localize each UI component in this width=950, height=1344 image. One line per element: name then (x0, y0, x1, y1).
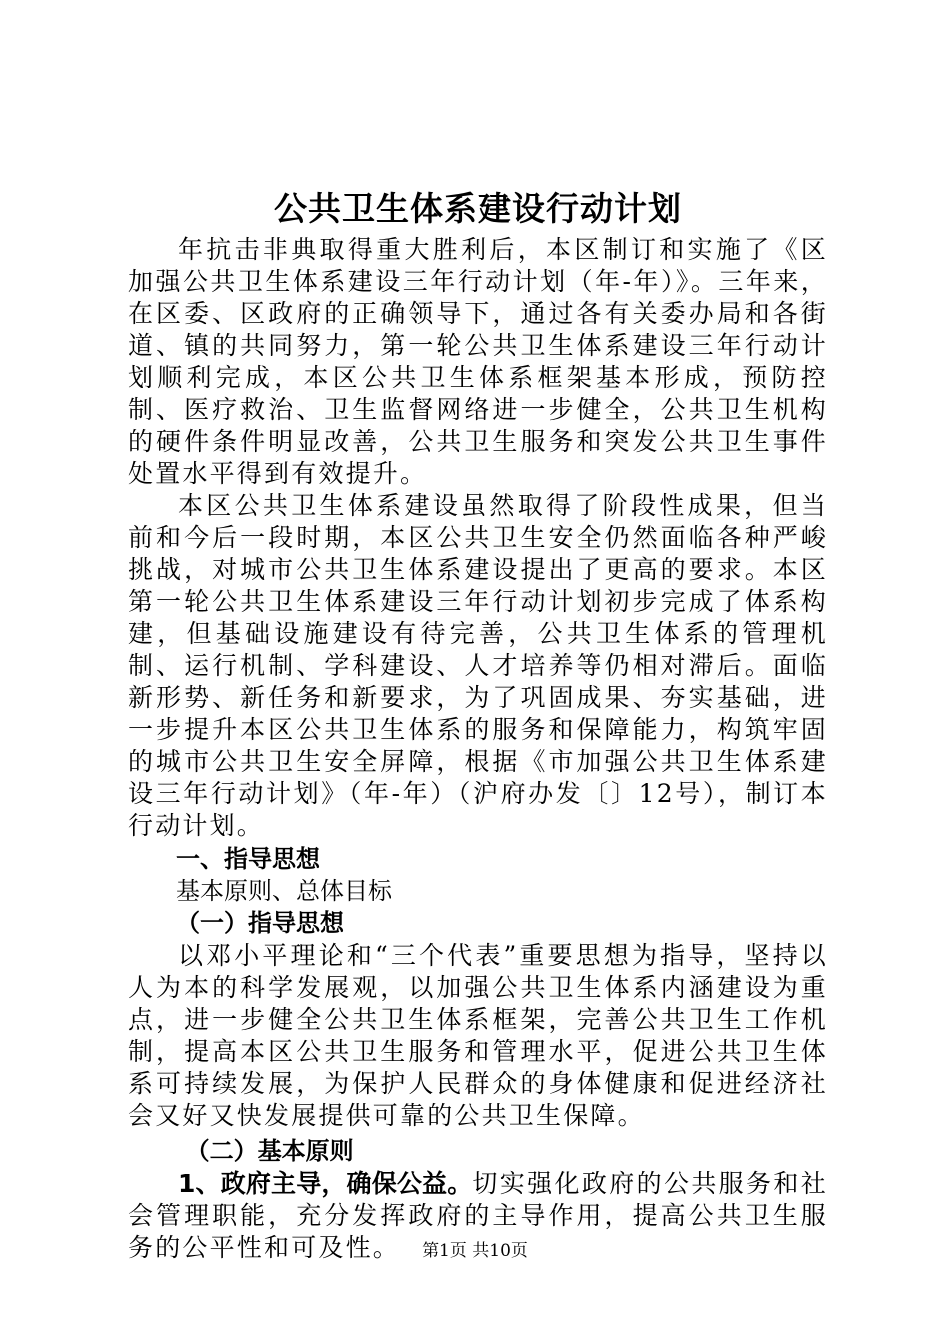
paragraph-guiding-ideology: 以邓小平理论和“三个代表”重要思想为指导，坚持以人为本的科学发展观，以加强公共卫生体系内涵建设为重点，进一步健全公共卫生体系框架，完善公共卫生工作机制，提高本区公共卫生服务和管理水平，促进公共卫生体系可持续发展，为保护人民群众的身体健康和促进经济社会又好又快发展提供可靠的公共卫生保障。 (128, 941, 828, 1130)
principle-1-text: 切实强化政府的公共服务和社会管理职能，充分发挥政府的主导作用，提高公共卫生服务的公平性和可及性。 (128, 1169, 828, 1262)
paragraph-intro: 年抗击非典取得重大胜利后，本区制订和实施了《区加强公共卫生体系建设三年行动计划（年-年）》。三年来，在区委、区政府的正确领导下，通过各有关委办局和各街道、镇的共同努力，第一轮公共卫生体系建设三年行动计划顺利完成，本区公共卫生体系框架基本形成，预防控制、医疗救治、卫生监督网络进一步健全，公共卫生机构的硬件条件明显改善，公共卫生服务和突发公共卫生事件处置水平得到有效提升。 (128, 235, 828, 488)
section-subheading-principles-goals: 基本原则、总体目标 (176, 877, 392, 905)
subsection-heading-basic-principles: （二）基本原则 (185, 1137, 354, 1165)
paragraph-background: 本区公共卫生体系建设虽然取得了阶段性成果，但当前和今后一段时期，本区公共卫生安全仍然面临各种严峻挑战，对城市公共卫生体系建设提出了更高的要求。本区第一轮公共卫生体系建设三年行动计划初步完成了体系构建，但基础设施建设有待完善，公共卫生体系的管理机制、运行机制、学科建设、人才培养等仍相对滞后。面临新形势、新任务和新要求，为了巩固成果、夯实基础，进一步提升本区公共卫生体系的服务和保障能力，构筑牢固的城市公共卫生安全屏障，根据《市加强公共卫生体系建设三年行动计划》（年-年）（沪府办发〔〕12号），制订本行动计划。 (128, 491, 828, 840)
subsection-heading-guiding-ideology: （一）指导思想 (176, 909, 344, 937)
principle-1-lead: 1、政府主导，确保公益。 (178, 1169, 473, 1198)
document-body (128, 184, 828, 1264)
document-title: 公共卫生体系建设行动计划 (274, 189, 682, 228)
section-heading-guiding-ideology: 一、指导思想 (176, 845, 320, 873)
page-footer: 第1页 共10页 (422, 1241, 528, 1261)
